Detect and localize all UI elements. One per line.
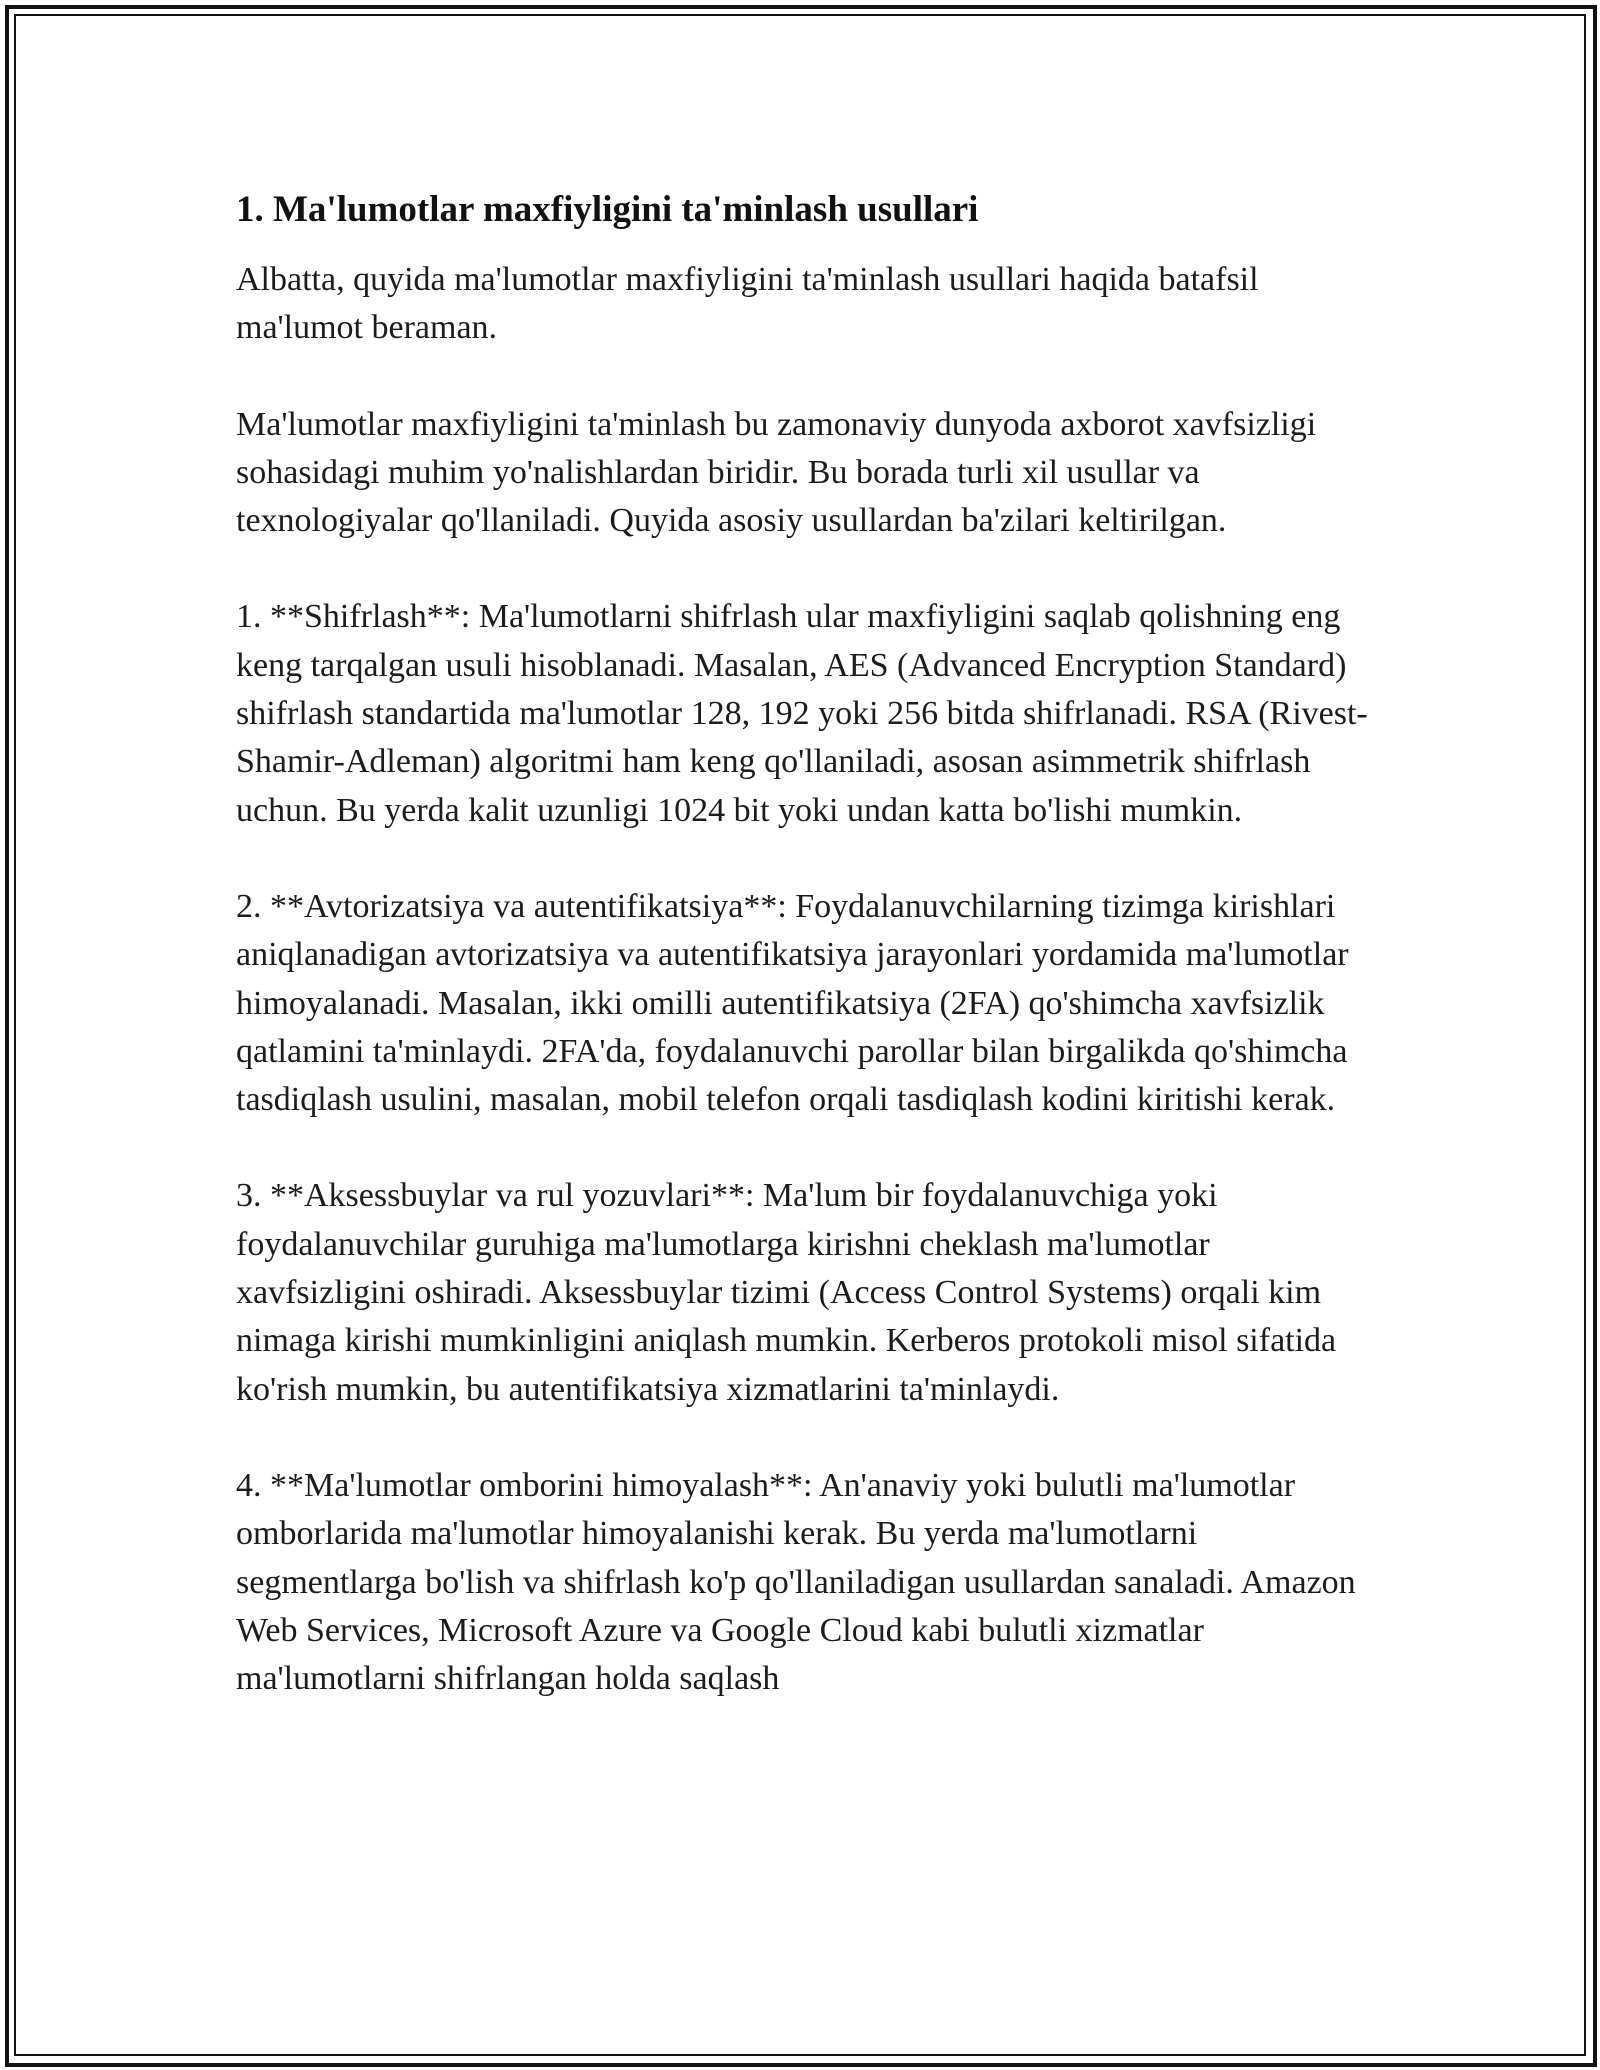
document-body bbox=[236, 186, 1386, 1703]
intro-paragraph: Albatta, quyida ma'lumotlar maxfiyligini ta'minlash usullari haqida batafsil ma'lumot beraman. bbox=[236, 261, 1259, 347]
list-item-authorization: 2. **Avtorizatsiya va autentifikatsiya**: Foydalanuvchilarning tizimga kirishlari aniqlanadigan avtorizatsiya va autentifikatsiya jarayonlari yordamida ma'lumotlar himoyalanadi. Masalan, ikki omilli autentifikatsiya (2FA) qo'shimcha xavfsizlik qatlamini ta'minlaydi. 2FA'da, foydalanuvchi parollar bilan birgalikda qo'shimcha tasdiqlash usulini, masalan, mobil telefon orqali tasdiqlash kodini kiritishi kerak. bbox=[236, 887, 1349, 1119]
section-title: 1. Ma'lumotlar maxfiyligini ta'minlash usullari bbox=[236, 189, 979, 230]
list-item-storage-protection: 4. **Ma'lumotlar omborini himoyalash**: An'anaviy yoki bulutli ma'lumotlar omborlarida ma'lumotlar himoyalanishi kerak. Bu yerda ma'lumotlarni segmentlarga bo'lish va shifrlash ko'p qo'llaniladigan usullardan sanaladi. Amazon Web Services, Microsoft Azure va Google Cloud kabi bulutli xizmatlar ma'lumotlarni shifrlangan holda saqlash bbox=[236, 1466, 1356, 1698]
list-item-access-control: 3. **Aksessbuylar va rul yozuvlari**: Ma'lum bir foydalanuvchiga yoki foydalanuvchilar guruhiga ma'lumotlarga kirishni cheklash ma'lumotlar xavfsizligini oshiradi. Aksessbuylar tizimi (Access Control Systems) orqali kim nimaga kirishi mumkinligini aniqlash mumkin. Kerberos protokoli misol sifatida ko'rish mumkin, bu autentifikatsiya xizmatlarini ta'minlaydi. bbox=[236, 1177, 1337, 1408]
list-item-encryption: 1. **Shifrlash**: Ma'lumotlarni shifrlash ular maxfiyligini saqlab qolishning eng keng tarqalgan usuli hisoblanadi. Masalan, AES (Advanced Encryption Standard) shifrlash standartida ma'lumotlar 128, 192 yoki 256 bitda shifrlanadi. RSA (Rivest-Shamir-Adleman) algoritmi ham keng qo'llaniladi, asosan asimmetrik shifrlash uchun. Bu yerda kalit uzunligi 1024 bit yoki undan katta bo'lishi mumkin. bbox=[236, 598, 1368, 829]
overview-paragraph: Ma'lumotlar maxfiyligini ta'minlash bu zamonaviy dunyoda axborot xavfsizligi sohasidagi muhim yo'nalishlardan biridir. Bu borada turli xil usullar va texnologiyalar qo'llaniladi. Quyida asosiy usullardan ba'zilari keltirilgan. bbox=[236, 405, 1317, 540]
